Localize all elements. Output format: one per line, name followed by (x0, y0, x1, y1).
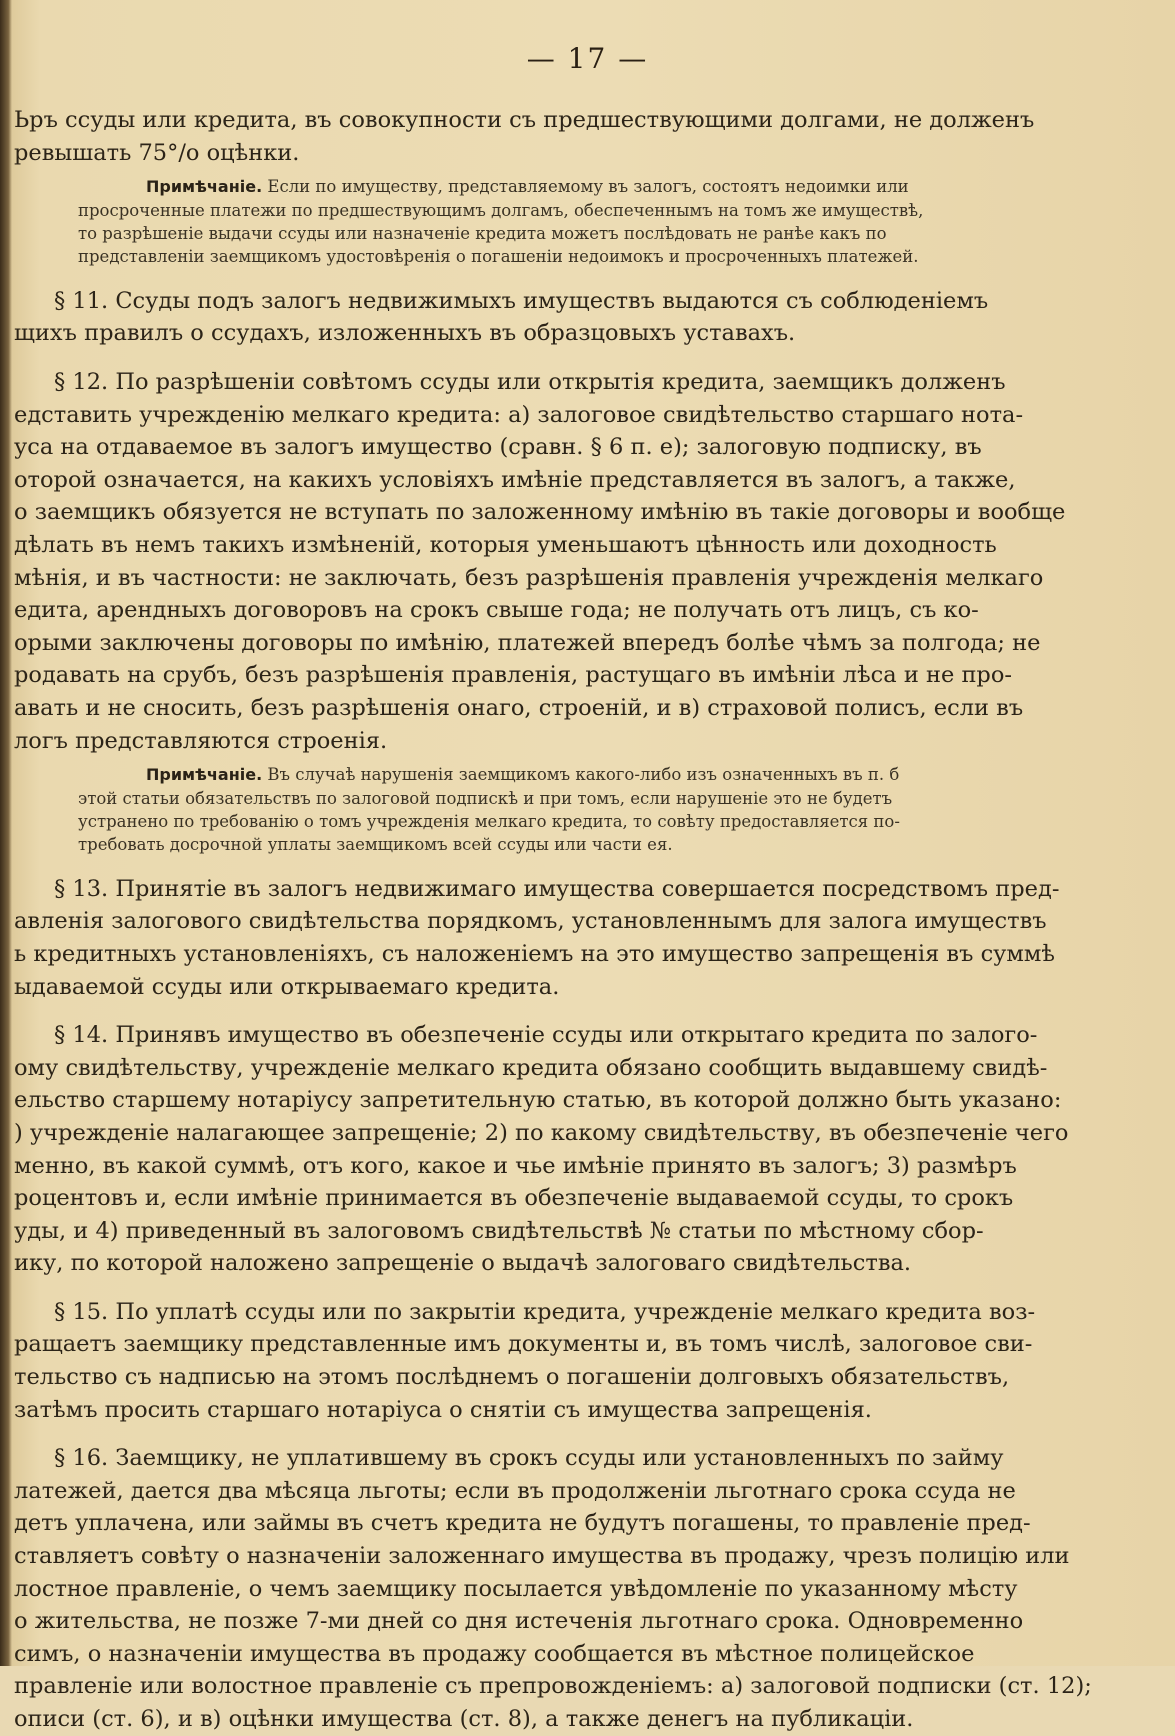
text-line: симъ, о назначеніи имущества въ продажу сообщается въ мѣстное полицейское (14, 1640, 975, 1667)
text-line: логъ представляются строенія. (14, 727, 388, 754)
text-line: ) учрежденіе налагающее запрещеніе; 2) по какому свидѣтельству, въ обезпеченіе чего (14, 1119, 1069, 1146)
text-line: менно, въ какой суммѣ, отъ кого, какое и чье имѣніе принято въ залогъ; 3) размѣръ (14, 1152, 1017, 1179)
paragraph-continuation (14, 104, 1099, 169)
section-14 (14, 1019, 1099, 1280)
section-12 (14, 366, 1099, 757)
text-line: орыми заключены договоры по имѣнію, платежей впередъ болѣе чѣмъ за полгода; не (14, 629, 1041, 656)
section-16 (14, 1442, 1099, 1735)
note-label: Примѣчаніе. (146, 765, 263, 785)
text-line: уды, и 4) приведенный въ залоговомъ свидѣтельствѣ № статьи по мѣстному сбор- (14, 1217, 984, 1244)
text-line: лостное правленіе, о чемъ заемщику посылается увѣдомленіе по указанному мѣсту (14, 1575, 1018, 1602)
text-line: ь кредитныхъ установленіяхъ, съ наложеніемъ на это имущество запрещенія въ суммѣ (14, 940, 1055, 967)
text-line: дѣлать въ немъ такихъ измѣненій, которыя уменьшаютъ цѣнность или доходность (14, 531, 997, 558)
binding-edge (0, 0, 12, 1666)
text-line: едита, арендныхъ договоровъ на срокъ свыше года; не получать отъ лицъ, съ ко- (14, 597, 979, 624)
text-line: правленіе или волостное правленіе съ препровожденіемъ: а) залоговой подписки (ст. 12); (14, 1673, 1092, 1700)
text-line: представленіи заемщикомъ удостовѣренія о погашеніи недоимокъ и просроченныхъ платежей. (78, 247, 919, 267)
section-11 (14, 285, 1099, 350)
text-line: устранено по требованію о томъ учрежденія мелкаго кредита, то совѣту предоставляется по- (78, 811, 900, 831)
text-line: родавать на срубъ, безъ разрѣшенія правленія, растущаго въ имѣніи лѣса и не про- (14, 662, 1012, 689)
text-line: Если по имуществу, представляемому въ залогъ, состоятъ недоимки или (267, 177, 909, 197)
text-line: ревышать 75°/o оцѣнки. (14, 139, 300, 166)
text-line: § 12. По разрѣшеніи совѣтомъ ссуды или открытія кредита, заемщикъ долженъ (54, 369, 1006, 395)
text-line: ставляетъ совѣту о назначеніи заложеннаго имущества въ продажу, чрезъ полицію или (14, 1543, 1070, 1570)
section-13 (14, 873, 1099, 1003)
text-line: ику, по которой наложено запрещеніе о выдачѣ залоговаго свидѣтельства. (14, 1250, 912, 1277)
text-line: то разрѣшеніе выдачи ссуды или назначеніе кредита можетъ послѣдовать не ранѣе какъ по (78, 224, 887, 243)
text-line: едставить учрежденію мелкаго кредита: а) залоговое свидѣтельство старшаго нота- (14, 401, 1024, 428)
note-2 (14, 763, 1099, 857)
text-line: ыдаваемой ссуды или открываемаго кредита. (14, 973, 560, 1000)
note-1 (14, 175, 1099, 269)
text-line: латежей, дается два мѣсяца льготы; если въ продолженіи льготнаго срока ссуда не (14, 1477, 1016, 1504)
note-label: Примѣчаніе. (146, 177, 263, 197)
page-content (14, 104, 1099, 1736)
text-line: Ьръ ссуды или кредита, въ совокупности съ предшествующими долгами, не долженъ (14, 107, 1035, 133)
text-line: требовать досрочной уплаты заемщикомъ всей ссуды или части ея. (78, 835, 673, 855)
page-number: — 17 — (526, 42, 649, 75)
section-15 (14, 1296, 1099, 1426)
text-line: § 15. По уплатѣ ссуды или по закрытіи кредита, учрежденіе мелкаго кредита воз- (54, 1298, 1036, 1325)
text-line: § 11. Ссуды подъ залогъ недвижимыхъ имуществъ выдаются съ соблюденіемъ (54, 287, 989, 314)
text-line: авать и не сносить, безъ разрѣшенія онаго, строеній, и в) страховой полисъ, если въ (14, 694, 1024, 721)
text-line: щихъ правилъ о ссудахъ, изложенныхъ въ образцовыхъ уставахъ. (14, 320, 796, 347)
text-line: ращаетъ заемщику представленные имъ документы и, въ томъ числѣ, залоговое сви- (14, 1331, 1033, 1358)
text-line: детъ уплачена, или займы въ счетъ кредита не будутъ погашены, то правленіе пред- (14, 1510, 1031, 1537)
text-line: § 14. Принявъ имущество въ обезпеченіе ссуды или открытаго кредита по залого- (54, 1022, 1038, 1049)
text-line: просроченные платежи по предшествующимъ долгамъ, обеспеченнымъ на томъ же имуществѣ, (78, 200, 924, 220)
text-line: ельство старшему нотаріусу запретительную статью, въ которой должно быть указано: (14, 1087, 1062, 1114)
text-line: § 13. Принятіе въ залогъ недвижимаго имущества совершается посредствомъ пред- (54, 875, 1060, 902)
text-line: оторой означается, на какихъ условіяхъ имѣніе представляется въ залогъ, а также, (14, 466, 1016, 493)
text-line: уса на отдаваемое въ залогъ имущество (сравн. § 6 п. е); залоговую подписку, въ (14, 434, 982, 461)
text-line: описи (ст. 6), и в) оцѣнки имущества (ст. 8), а также денегъ на публикаціи. (14, 1706, 914, 1732)
text-line: роцентовъ и, если имѣніе принимается въ обезпеченіе выдаваемой ссуды, то срокъ (14, 1185, 1014, 1212)
text-line: мѣнія, и въ частности: не заключать, безъ разрѣшенія правленія учрежденія мелкаго (14, 564, 1044, 591)
text-line: Въ случаѣ нарушенія заемщикомъ какого-либо изъ означенныхъ въ п. б (267, 765, 900, 785)
text-line: авленія залогового свидѣтельства порядкомъ, установленнымъ для залога имуществъ (14, 908, 1047, 935)
text-line: этой статьи обязательствъ по залоговой подпискѣ и при томъ, если нарушеніе это не будетъ (78, 788, 893, 808)
text-line: тельство съ надписью на этомъ послѣднемъ о погашеніи долговыхъ обязательствъ, (14, 1364, 1010, 1391)
text-line: ому свидѣтельству, учрежденіе мелкаго кредита обязано сообщить выдавшему свидѣ- (14, 1054, 1048, 1081)
text-line: о заемщикъ обязуется не вступать по заложенному имѣнію въ такіе договоры и вообще (14, 499, 1066, 526)
text-line: о жительства, не позже 7-ми дней со дня истеченія льготнаго срока. Одновременно (14, 1608, 1024, 1635)
text-line: затѣмъ просить старшаго нотаріуса о снятіи съ имущества запрещенія. (14, 1396, 872, 1423)
text-line: § 16. Заемщику, не уплатившему въ срокъ ссуды или установленныхъ по займу (54, 1445, 1004, 1472)
